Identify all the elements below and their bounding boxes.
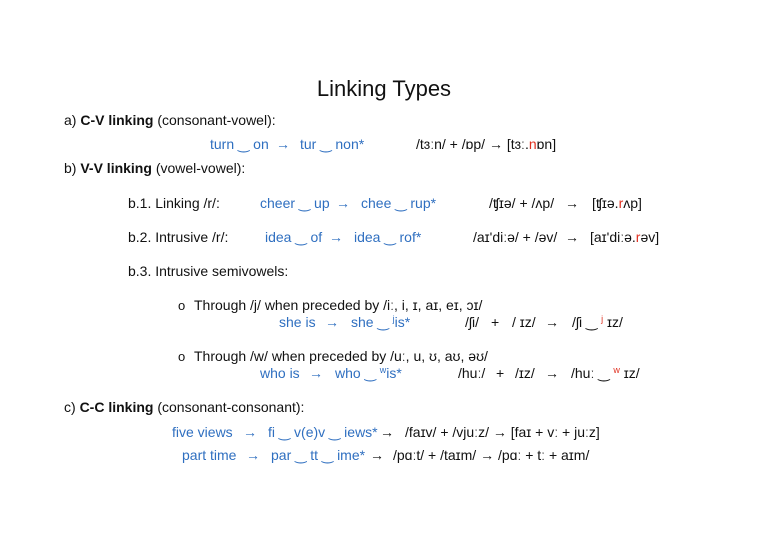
b3-j-ipa-b: / ɪz/: [512, 314, 536, 330]
section-c-name: C-C linking: [79, 399, 154, 415]
b3-j-ipa-result-post: ɪz/: [603, 314, 623, 330]
b3-w-linked: [335, 365, 402, 383]
section-c-desc: (consonant-consonant):: [157, 399, 305, 415]
b3-w-ipa-result-pre: /huː ‿: [571, 365, 614, 381]
b2-ipa-arrow: →: [565, 229, 579, 245]
b3-j-ipa-a: /ʃi/: [465, 314, 479, 330]
b2-ipa-result-pre: [aɪ'diːə.: [590, 229, 636, 245]
b1-arrow: →: [336, 195, 350, 211]
b3-j-ipa-result: [572, 314, 623, 332]
b3-j-ipa-result-pre: /ʃi ‿: [572, 314, 602, 330]
section-a-name: C-V linking: [80, 112, 154, 128]
b3-label: b.3. Intrusive semivowels:: [128, 263, 289, 279]
b3-w-ipa-b: /ɪz/: [515, 365, 535, 381]
b3-j-plus: +: [491, 314, 500, 330]
cc1-arrow: →: [243, 424, 257, 440]
cc2-arrow: →: [246, 447, 260, 463]
cc2-linked: par ‿ tt ‿ ime*: [271, 447, 366, 463]
b3-w-ipa-glide: w: [613, 365, 620, 375]
page-title: Linking Types: [316, 76, 452, 101]
b3-w-plus: +: [496, 365, 505, 381]
b3-w-ipa-result: [571, 365, 640, 383]
b3-j-text: Through /j/ when preceded by /iː, i, ɪ, aɪ, eɪ, ɔɪ/: [194, 297, 483, 313]
b3-j-linked-pre: she ‿: [351, 314, 393, 330]
b3-j-linked-glide: j: [392, 314, 395, 324]
b2-ipa-result: [590, 229, 659, 245]
b3-w-linked-post: is*: [386, 365, 402, 381]
cc2-phrase: part time: [182, 447, 237, 463]
cc1-ipa-arrow: →: [380, 424, 394, 440]
cv-ipa: [416, 136, 556, 152]
b1-ipa: /ʧɪə/ + /ʌp/: [489, 195, 555, 211]
section-b-prefix: b): [64, 160, 77, 176]
b3-j-phrase: she is: [279, 314, 316, 330]
cv-arrow: →: [276, 136, 290, 152]
b3-j-bullet: o: [178, 298, 186, 313]
b1-ipa-linked-sound: r: [618, 195, 624, 211]
b2-ipa: /aɪ'diːə/ + /əv/: [473, 229, 558, 245]
b3-w-text: Through /w/ when preceded by /uː, u, ʊ, aʊ, əʊ/: [194, 348, 488, 364]
section-b-name: V-V linking: [80, 160, 152, 176]
b3-j-linked-post: is*: [394, 314, 411, 330]
b3-w-linked-glide: w: [379, 365, 387, 375]
b2-ipa-linked-sound: r: [635, 229, 641, 245]
section-b-heading: [64, 160, 245, 176]
b2-linked: idea ‿ rof*: [354, 229, 422, 245]
b3-w-bullet: o: [178, 349, 186, 364]
cc1-linked: fi ‿ v(e)v ‿ iews*: [268, 424, 378, 440]
section-c-prefix: c): [64, 399, 76, 415]
cc1-phrase: five views: [172, 424, 233, 440]
b1-ipa-arrow: →: [565, 195, 579, 211]
b3-w-ipa-result-post: ɪz/: [619, 365, 640, 381]
cv-ipa-pre: /tɜːn/ + /ɒp/ → [tɜː.: [416, 136, 529, 152]
b3-w-linked-pre: who ‿: [335, 365, 380, 381]
b1-phrase: cheer ‿ up: [260, 195, 330, 211]
b2-phrase: idea ‿ of: [265, 229, 323, 245]
b3-w-arrow: →: [309, 365, 323, 381]
cv-phrase: turn ‿ on: [210, 136, 269, 152]
b2-ipa-result-post: əv]: [640, 229, 660, 245]
section-c-heading: [64, 399, 304, 415]
b3-w-phrase: who is: [260, 365, 300, 381]
cc1-ipa: /faɪv/ + /vjuːz/ → [faɪ + vː + juːz]: [405, 424, 600, 440]
b3-w-ipa-arrow: →: [545, 365, 559, 381]
b1-ipa-result: [592, 195, 642, 211]
b3-j-arrow: →: [325, 314, 339, 330]
b3-j-ipa-arrow: →: [545, 314, 559, 330]
b3-w-ipa-a: /huː/: [458, 365, 486, 381]
section-a-heading: [64, 112, 276, 128]
b3-j-ipa-glide: j: [601, 314, 604, 324]
b2-label: b.2. Intrusive /r/:: [128, 229, 229, 245]
cv-ipa-post: ɒn]: [536, 136, 557, 152]
section-a-desc: (consonant-vowel):: [157, 112, 276, 128]
b2-arrow: →: [329, 229, 343, 245]
section-a-prefix: a): [64, 112, 77, 128]
b1-linked: chee ‿ rup*: [361, 195, 437, 211]
cv-ipa-linked-sound: n: [528, 136, 537, 152]
cv-linked: tur ‿ non*: [300, 136, 365, 152]
section-b-desc: (vowel-vowel):: [155, 160, 246, 176]
b1-label: b.1. Linking /r/:: [128, 195, 220, 211]
cc2-ipa: /pɑːt/ + /taɪm/ → /pɑː + tː + aɪm/: [393, 447, 590, 463]
b1-ipa-result-post: ʌp]: [623, 195, 642, 211]
b1-ipa-result-pre: [ʧɪə.: [592, 195, 619, 211]
b3-j-linked: [351, 314, 410, 332]
cc2-ipa-arrow: →: [370, 447, 384, 463]
